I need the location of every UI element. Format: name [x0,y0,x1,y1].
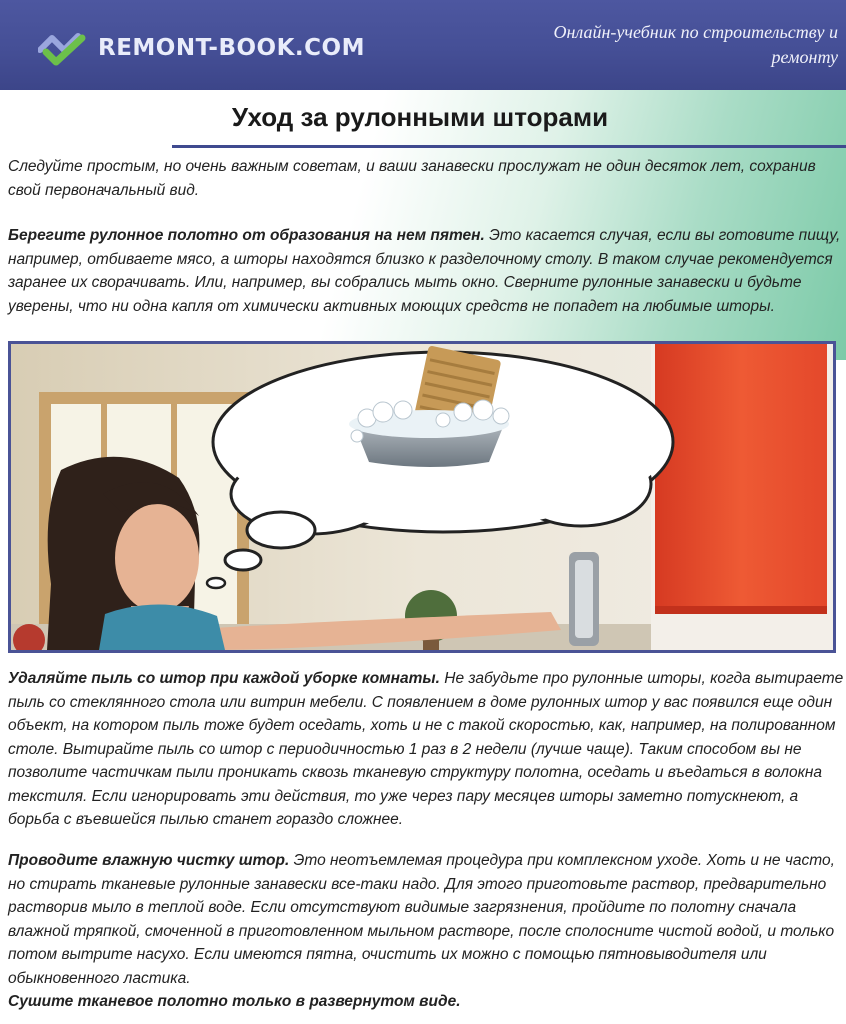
section-stains [8,224,842,318]
section-text: Не забудьте про рулонные шторы, когда вытираете пыль со стеклянного стола или витрин мебели. С появлением в доме рулонных штор у вас появился еще один объект, на котором пыль тоже будет оседать, хоть и не с такой скоростью, как, например, на полированном столе. Вытирайте пыль со штор с периодичностью 1 раз в 2 недели (лучше чаще). Таким способом вы не позволите частичкам пыли проникать сквозь тканевую структуру полотна, оседать и въедаться в волокна текстиля. Если игнорировать эти действия, то уже через пару месяцев шторы заметно потускнеют, а борьба с въевшейся пылью станет гораздо сложнее. [8,670,844,828]
section-text: Это неотъемлемая процедура при комплексном уходе. Хоть и не часто, но стирать тканевые рулонные занавески все-таки надо. Для этого приготовьте раствор, предварительно растворив мыло в теплой воде. Если отсутствуют видимые загрязнения, пройдите по полотну сначала влажной тряпкой, смоченной в приготовленном мыльном растворе, после сполосните чистой водой, и только потом вытрите насухо. Если имеются пятна, очистить их можно с помощью пятновыводителя или обыкновенного ластика. [8,852,835,987]
drying-note: Сушите тканевое полотно только в развернутом виде. [8,993,461,1010]
title-underline [172,145,846,148]
checkmark-house-icon [38,30,92,66]
section-text: Это касается случая, если вы готовите пищу, например, отбиваете мясо, а шторы находятся близко к разделочному столу. В таком случае рекомендуется заранее их сворачивать. Или, например, вы собрались мыть окно. Сверните рулонные занавески и будьте уверены, что ни одна капля от химически активных моющих средств не попадет на любимые шторы. [8,227,841,315]
page-title: Уход за рулонными шторами [231,102,609,132]
section-heading: Проводите влажную чистку штор. [8,852,290,869]
section-heading: Удаляйте пыль со штор при каждой уборке комнаты. [8,670,440,687]
section-heading: Берегите рулонное полотно от образования на нем пятен. [8,227,485,244]
illustration-photo [8,341,836,653]
site-tagline: Онлайн-учебник по строительству и ремонту [553,22,838,67]
intro-paragraph: Следуйте простым, но очень важным советам, и ваши занавески прослужат не один десяток лет, сохранив свой первоначальный вид. [8,158,816,199]
section-wet-cleaning [8,849,842,1014]
site-logo[interactable] [38,30,365,66]
section-dust [8,667,846,832]
site-header [0,0,846,90]
logo-text: REMONT-BOOK.COM [98,35,365,61]
